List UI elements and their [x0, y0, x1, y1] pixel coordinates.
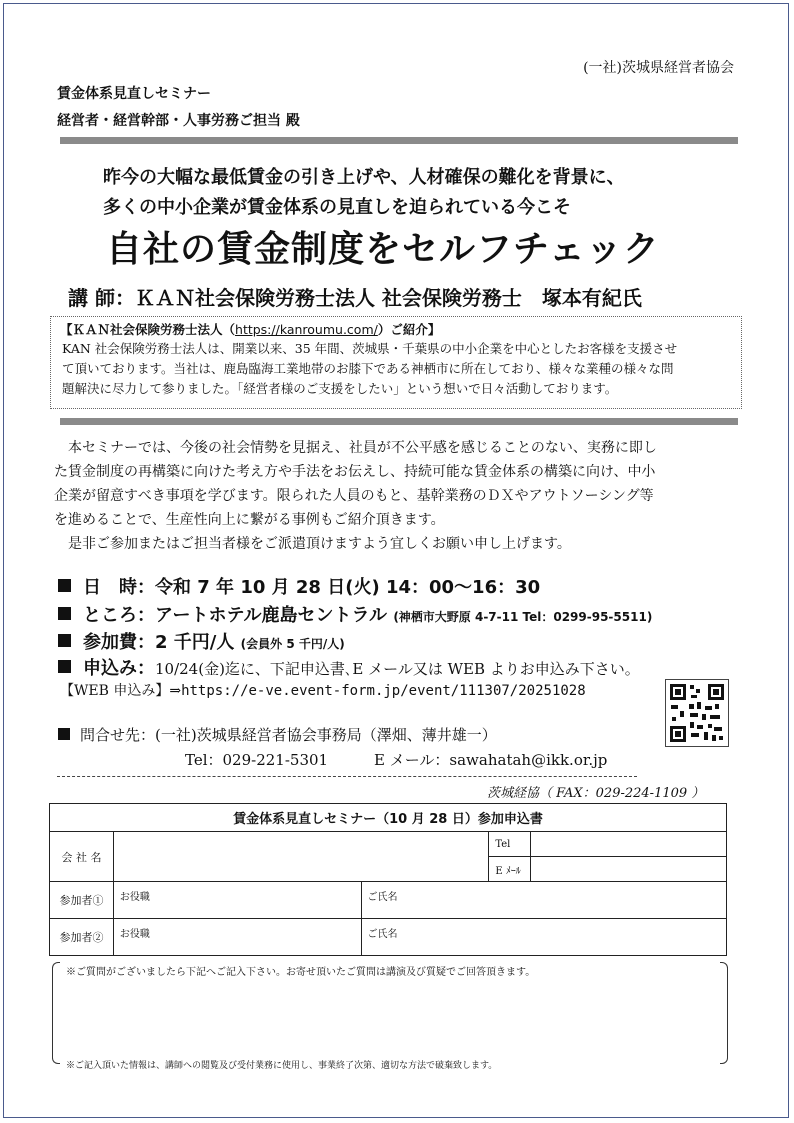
body-text	[54, 436, 744, 556]
tel-label: Tel	[489, 832, 531, 857]
intro-line-1: KAN 社会保険労務士法人は、開業以来、35 年間、茨城県・千葉県の中小企業を中心としたお客様を支援させ	[62, 341, 678, 356]
privacy-note: ※ご記入頂いた情報は、講師への閲覧及び受付業務に使用し、事業終了次第、適切な方法で破棄致します。	[66, 1061, 498, 1071]
place-value: アートホテル鹿島セントラル	[155, 605, 388, 626]
form-title: 賃金体系見直しセミナー（10 月 28 日）参加申込書	[50, 804, 727, 832]
body-line-2: た賃金制度の再構築に向けた考え方や手法をお伝えし、持続可能な賃金体系の構築に向け、中小	[54, 464, 656, 480]
web-apply-row	[60, 680, 586, 700]
contact-row	[58, 724, 497, 745]
name-label: ご氏名	[367, 929, 398, 940]
contact-tel: Tel：029-221-5301	[185, 751, 329, 769]
web-apply-link[interactable]: https://e-ve.event-form.jp/event/111307/20251028	[181, 683, 586, 699]
email-label: E ﾒｰﾙ	[489, 857, 531, 882]
contact-label: 問合せ先：	[80, 726, 156, 744]
date-label: 日 時：	[83, 577, 155, 598]
bullet-square	[58, 728, 70, 740]
date-row	[58, 573, 540, 599]
bullet-square	[58, 660, 71, 673]
organizer-name: (一社)茨城県経営者協会	[583, 60, 734, 76]
cut-line	[57, 776, 637, 777]
name-label: ご氏名	[367, 892, 398, 903]
application-form	[49, 803, 727, 956]
page-title: 自社の賃金制度をセルフチェック	[106, 229, 660, 270]
body-line-1: 本セミナーでは、今後の社会情勢を見据え、社員が不公平感を感じることのない、実務に即し	[54, 440, 657, 456]
fax-number: 茨城経協（ FAX：029-224-1109 ）	[487, 786, 705, 801]
intro-heading-text: 【ＫＡＮ社会保険労務士法人（	[60, 322, 236, 337]
participant-2-name-field[interactable]	[361, 919, 726, 956]
seminar-name: 賃金体系見直しセミナー	[57, 86, 211, 102]
contact-email[interactable]: E メール：sawahatah@ikk.or.jp	[374, 751, 608, 769]
qr-code[interactable]	[665, 679, 729, 747]
intro-heading-suffix: ）ご紹介】	[377, 322, 441, 337]
question-note: ※ご質問がございましたら下記へご記入下さい。お寄せ頂いたご質問は講演及び質疑でご回答頂きます。	[66, 967, 536, 978]
position-label: お役職	[119, 892, 150, 903]
intro-heading	[60, 320, 440, 338]
fee-note: (会員外 5 千円/人)	[240, 637, 345, 651]
bracket-left	[52, 962, 60, 1064]
bullet-square	[58, 634, 71, 647]
position-label: お役職	[119, 929, 150, 940]
place-row	[58, 601, 652, 627]
place-address: (神栖市大野原 4-7-11 Tel：0299-95-5511)	[393, 610, 653, 624]
participant-2-label: 参加者②	[50, 919, 114, 956]
participant-1-label: 参加者①	[50, 882, 114, 919]
bracket-right	[720, 962, 728, 1064]
apply-value: 10/24(金)迄に、下記申込書､E メール又は WEB よりお申込み下さい。	[155, 660, 640, 678]
fee-value: 2 千円/人	[155, 632, 235, 653]
divider-top	[60, 137, 738, 144]
company-name-field[interactable]	[113, 832, 488, 882]
intro-line-2: て頂いております。当社は、鹿島臨海工業地帯のお膝下である神栖市に所在しており、様々な業種の様々な問	[62, 361, 674, 376]
participant-1-name-field[interactable]	[361, 882, 726, 919]
place-label: ところ：	[83, 605, 155, 626]
fee-row	[58, 628, 345, 654]
contact-value: (一社)茨城県経営者協会事務局（澤畑、薄井雄一）	[155, 726, 497, 744]
lead-line-1: 昨今の大幅な最低賃金の引き上げや、人材確保の難化を背景に、	[103, 167, 625, 188]
bullet-square	[58, 607, 71, 620]
body-line-5: 是非ご参加またはご担当者様をご派遣頂けますよう宜しくお願い申し上げます。	[54, 536, 571, 552]
addressee: 経営者・経営幹部・人事労務ご担当 殿	[57, 113, 300, 129]
lecturer: 講 師：ＫＡＮ社会保険労務士法人 社会保険労務士 塚本有紀氏	[68, 286, 642, 310]
web-apply-label: 【WEB 申込み】⇒	[60, 683, 182, 699]
qr-code-icon	[666, 680, 728, 746]
apply-label: 申込み：	[83, 658, 155, 679]
body-line-3: 企業が留意すべき事項を学びます。限られた人員のもと、基幹業務のＤＸやアウトソーシング等	[54, 488, 654, 504]
intro-heading-link[interactable]: https://kanroumu.com/	[235, 322, 378, 337]
fee-label: 参加費：	[83, 632, 155, 653]
participant-1-position-field[interactable]	[113, 882, 361, 919]
bullet-square	[58, 579, 71, 592]
intro-line-3: 題解決に尽力して参りました。「経営者様のご支援をしたい」という想いで日々活動しております。	[62, 381, 618, 396]
participant-2-position-field[interactable]	[113, 919, 361, 956]
body-line-4: を進めることで、生産性向上に繋がる事例もご紹介頂きます。	[54, 512, 445, 528]
tel-field[interactable]	[531, 832, 727, 857]
company-label: 会 社 名	[50, 832, 114, 882]
date-value: 令和 7 年 10 月 28 日(火) 14：00〜16：30	[155, 577, 541, 598]
apply-row	[58, 654, 640, 680]
divider-middle	[60, 418, 738, 425]
question-box[interactable]	[52, 962, 728, 1071]
email-field[interactable]	[531, 857, 727, 882]
lead-line-2: 多くの中小企業が賃金体系の見直しを迫られている今こそ	[103, 197, 571, 218]
